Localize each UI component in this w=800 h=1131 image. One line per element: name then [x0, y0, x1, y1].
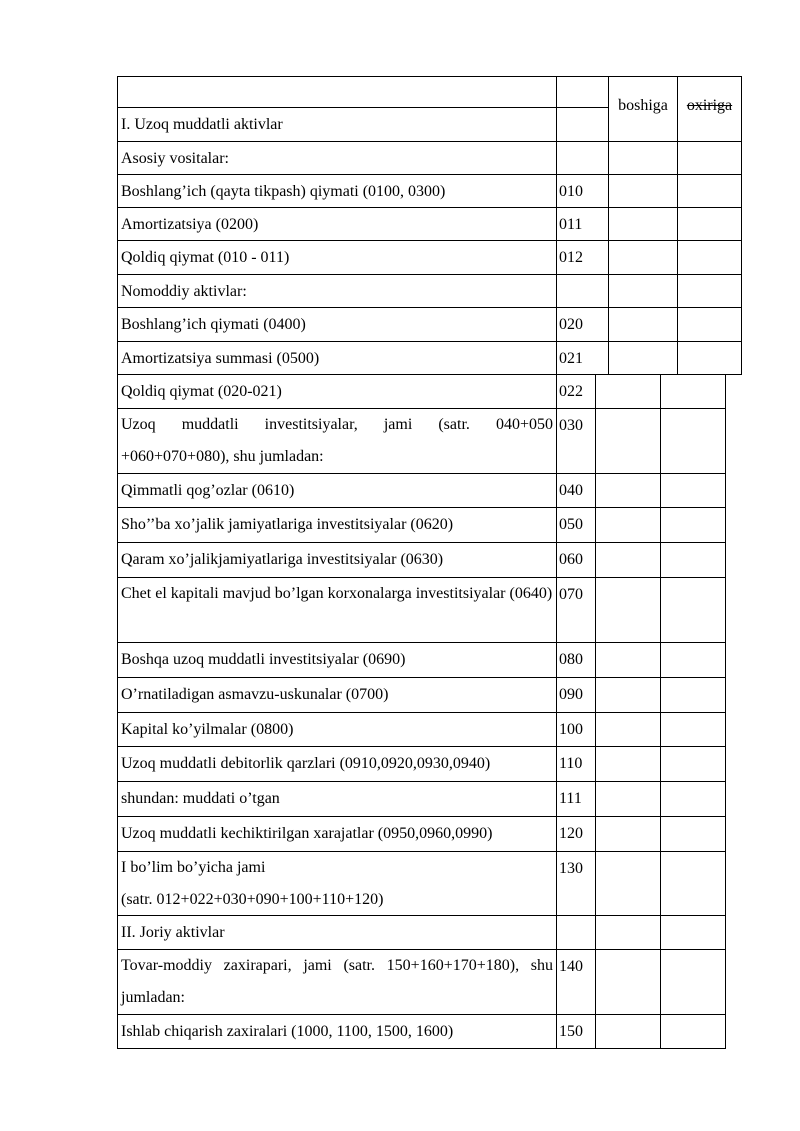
value-end-cell — [660, 374, 726, 409]
row-label: II. Joriy aktivlar — [117, 915, 557, 950]
row-label: Uzoq muddatli kechiktirilgan xarajatlar (0950,0960,0990) — [117, 816, 557, 852]
row-code: 100 — [556, 712, 596, 747]
row-label-continuation: (satr. 012+022+030+090+100+110+120) — [121, 891, 384, 908]
value-end-cell — [660, 949, 726, 1015]
value-start-cell — [595, 408, 661, 474]
value-end-cell — [660, 915, 726, 950]
row-code: 150 — [556, 1014, 596, 1049]
header-label-cell — [117, 76, 557, 108]
row-code: 030 — [556, 408, 596, 474]
value-end-cell — [660, 577, 726, 643]
value-start-cell — [608, 341, 678, 375]
header-end-column — [677, 76, 742, 142]
row-code: 080 — [556, 642, 596, 678]
value-start-cell — [595, 816, 661, 852]
value-end-cell — [660, 746, 726, 782]
value-start-cell — [595, 949, 661, 1015]
row-label: Chet el kapitali mavjud bo’lgan korxonalarga investitsiyalar (0640) — [117, 577, 557, 643]
value-end-cell — [677, 207, 742, 241]
row-code: 010 — [556, 174, 609, 208]
row-code: 090 — [556, 677, 596, 713]
value-start-cell — [595, 677, 661, 713]
value-start-cell — [595, 781, 661, 817]
row-code: 012 — [556, 240, 609, 275]
value-end-cell — [677, 274, 742, 308]
value-start-cell — [595, 577, 661, 643]
value-end-cell — [660, 408, 726, 474]
row-label: Qoldiq qiymat (020-021) — [117, 374, 557, 409]
row-code: 050 — [556, 507, 596, 543]
header-start-label: boshiga — [618, 97, 668, 114]
value-start-cell — [608, 274, 678, 308]
header-end-label: oxiriga — [686, 97, 733, 114]
row-code: 110 — [556, 746, 596, 782]
row-label: shundan: muddati o’tgan — [117, 781, 557, 817]
value-end-cell — [660, 507, 726, 543]
row-label: Qaram xo’jalikjamiyatlariga investitsiyalar (0630) — [117, 542, 557, 578]
value-start-cell — [608, 174, 678, 208]
row-code — [556, 141, 609, 175]
row-code: 130 — [556, 851, 596, 916]
row-label: Boshlang’ich qiymati (0400) — [117, 307, 557, 342]
value-start-cell — [595, 851, 661, 916]
row-label: Amortizatsiya summasi (0500) — [117, 341, 557, 375]
row-code: 021 — [556, 341, 609, 375]
row-code — [556, 274, 609, 308]
value-start-cell — [595, 1014, 661, 1049]
value-start-cell — [608, 141, 678, 175]
row-code: 140 — [556, 949, 596, 1015]
row-label: Sho’’ba xo’jalik jamiyatlariga investitsiyalar (0620) — [117, 507, 557, 543]
row-label: Boshlang’ich (qayta tikpash) qiymati (0100, 0300) — [117, 174, 557, 208]
row-label: Qimmatli qog’ozlar (0610) — [117, 473, 557, 508]
value-end-cell — [660, 677, 726, 713]
row-label: Uzoq muddatli debitorlik qarzlari (0910,0920,0930,0940) — [117, 746, 557, 782]
value-start-cell — [595, 712, 661, 747]
row-code — [556, 915, 596, 950]
row-code: 011 — [556, 207, 609, 241]
row-label: Uzoq muddatli investitsiyalar, jami (satr. 040+050 +060+070+080), shu jumladan: — [117, 408, 557, 474]
row-code: 060 — [556, 542, 596, 578]
value-end-cell — [677, 174, 742, 208]
value-end-cell — [660, 781, 726, 817]
value-end-cell — [677, 240, 742, 275]
value-start-cell — [595, 746, 661, 782]
value-start-cell — [608, 207, 678, 241]
value-start-cell — [595, 642, 661, 678]
row-label: Boshqa uzoq muddatli investitsiyalar (0690) — [117, 642, 557, 678]
row-label: I bo’lim bo’yicha jami — [121, 859, 266, 876]
row-code: 020 — [556, 307, 609, 342]
value-end-cell — [677, 341, 742, 375]
value-start-cell — [608, 307, 678, 342]
header-start-column — [608, 76, 678, 142]
row-code: 022 — [556, 374, 596, 409]
row-code: 120 — [556, 816, 596, 852]
value-start-cell — [595, 374, 661, 409]
value-start-cell — [595, 473, 661, 508]
row-label: I. Uzoq muddatli aktivlar — [117, 107, 557, 142]
header-code-cell — [556, 76, 609, 108]
row-label: Kapital ko’yilmalar (0800) — [117, 712, 557, 747]
value-end-cell — [660, 851, 726, 916]
value-end-cell — [660, 1014, 726, 1049]
value-end-cell — [660, 816, 726, 852]
value-end-cell — [677, 141, 742, 175]
row-label: Qoldiq qiymat (010 - 011) — [117, 240, 557, 275]
row-code — [556, 107, 609, 142]
row-label: Nomoddiy aktivlar: — [117, 274, 557, 308]
value-end-cell — [660, 542, 726, 578]
value-end-cell — [660, 642, 726, 678]
row-label: Asosiy vositalar: — [117, 141, 557, 175]
value-start-cell — [595, 542, 661, 578]
value-start-cell — [595, 507, 661, 543]
row-code: 040 — [556, 473, 596, 508]
value-start-cell — [608, 240, 678, 275]
row-code: 070 — [556, 577, 596, 643]
value-end-cell — [660, 712, 726, 747]
value-start-cell — [595, 915, 661, 950]
row-code: 111 — [556, 781, 596, 817]
row-label: Tovar-moddiy zaxirapari, jami (satr. 150+160+170+180), shu jumladan: — [117, 949, 557, 1015]
value-end-cell — [660, 473, 726, 508]
value-end-cell — [677, 307, 742, 342]
row-label-multiline — [117, 851, 557, 916]
row-label: O’rnatiladigan asmavzu-uskunalar (0700) — [117, 677, 557, 713]
row-label: Ishlab chiqarish zaxiralari (1000, 1100, 1500, 1600) — [117, 1014, 557, 1049]
row-label: Amortizatsiya (0200) — [117, 207, 557, 241]
